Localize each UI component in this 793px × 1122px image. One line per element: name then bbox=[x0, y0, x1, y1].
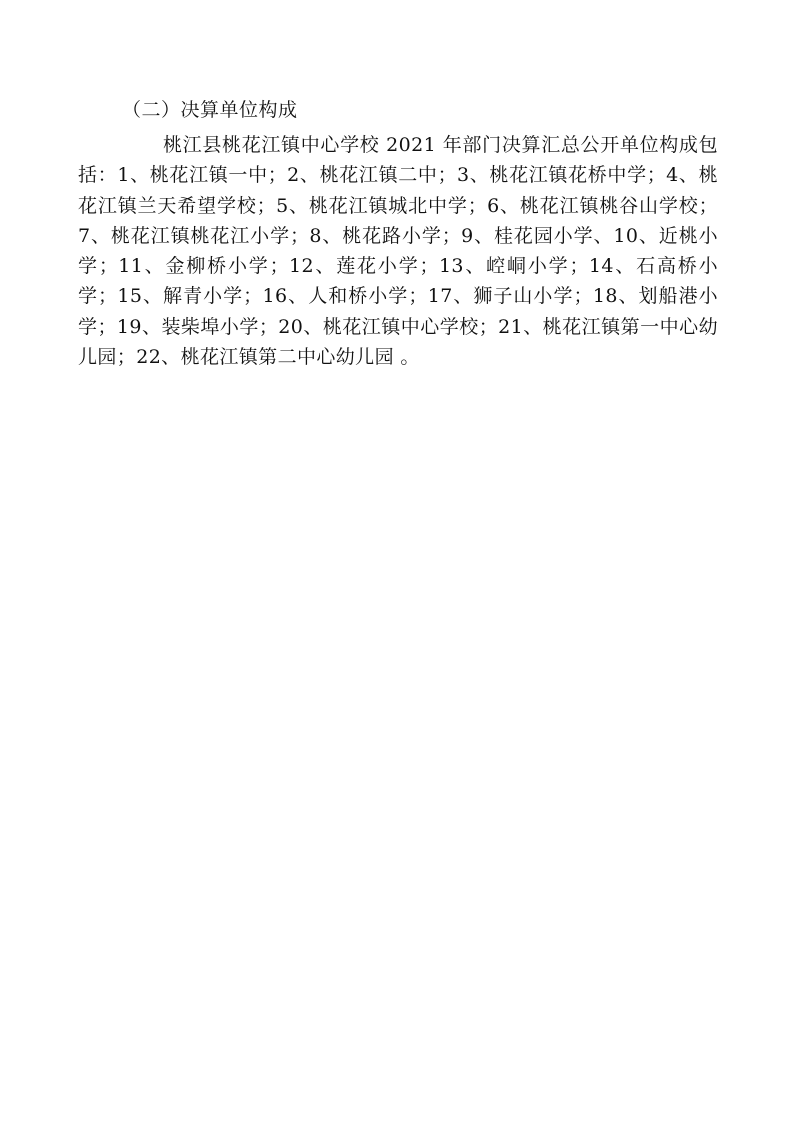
section-heading: （二）决算单位构成 bbox=[122, 99, 298, 121]
body-paragraph: 桃江县桃花江镇中心学校 2021 年部门决算汇总公开单位构成包括：1、桃花江镇一中；2、桃花江镇二中；3、桃花江镇花桥中学；4、桃花江镇兰天希望学校；5、桃花江镇城北中学；6、桃花江镇桃谷山学校；7、桃花江镇桃花江小学；8、桃花路小学；9、桂花园小学、10、近桃小学；11、金柳桥小学；12、莲花小学；13、崆峒小学；14、石高桥小学；15、解青小学；16、人和桥小学；17、狮子山小学；18、划船港小学；19、装柴埠小学；20、桃花江镇中心学校；21、桃花江镇第一中心幼儿园；22、桃花江镇第二中心幼儿园 。 bbox=[78, 134, 718, 369]
